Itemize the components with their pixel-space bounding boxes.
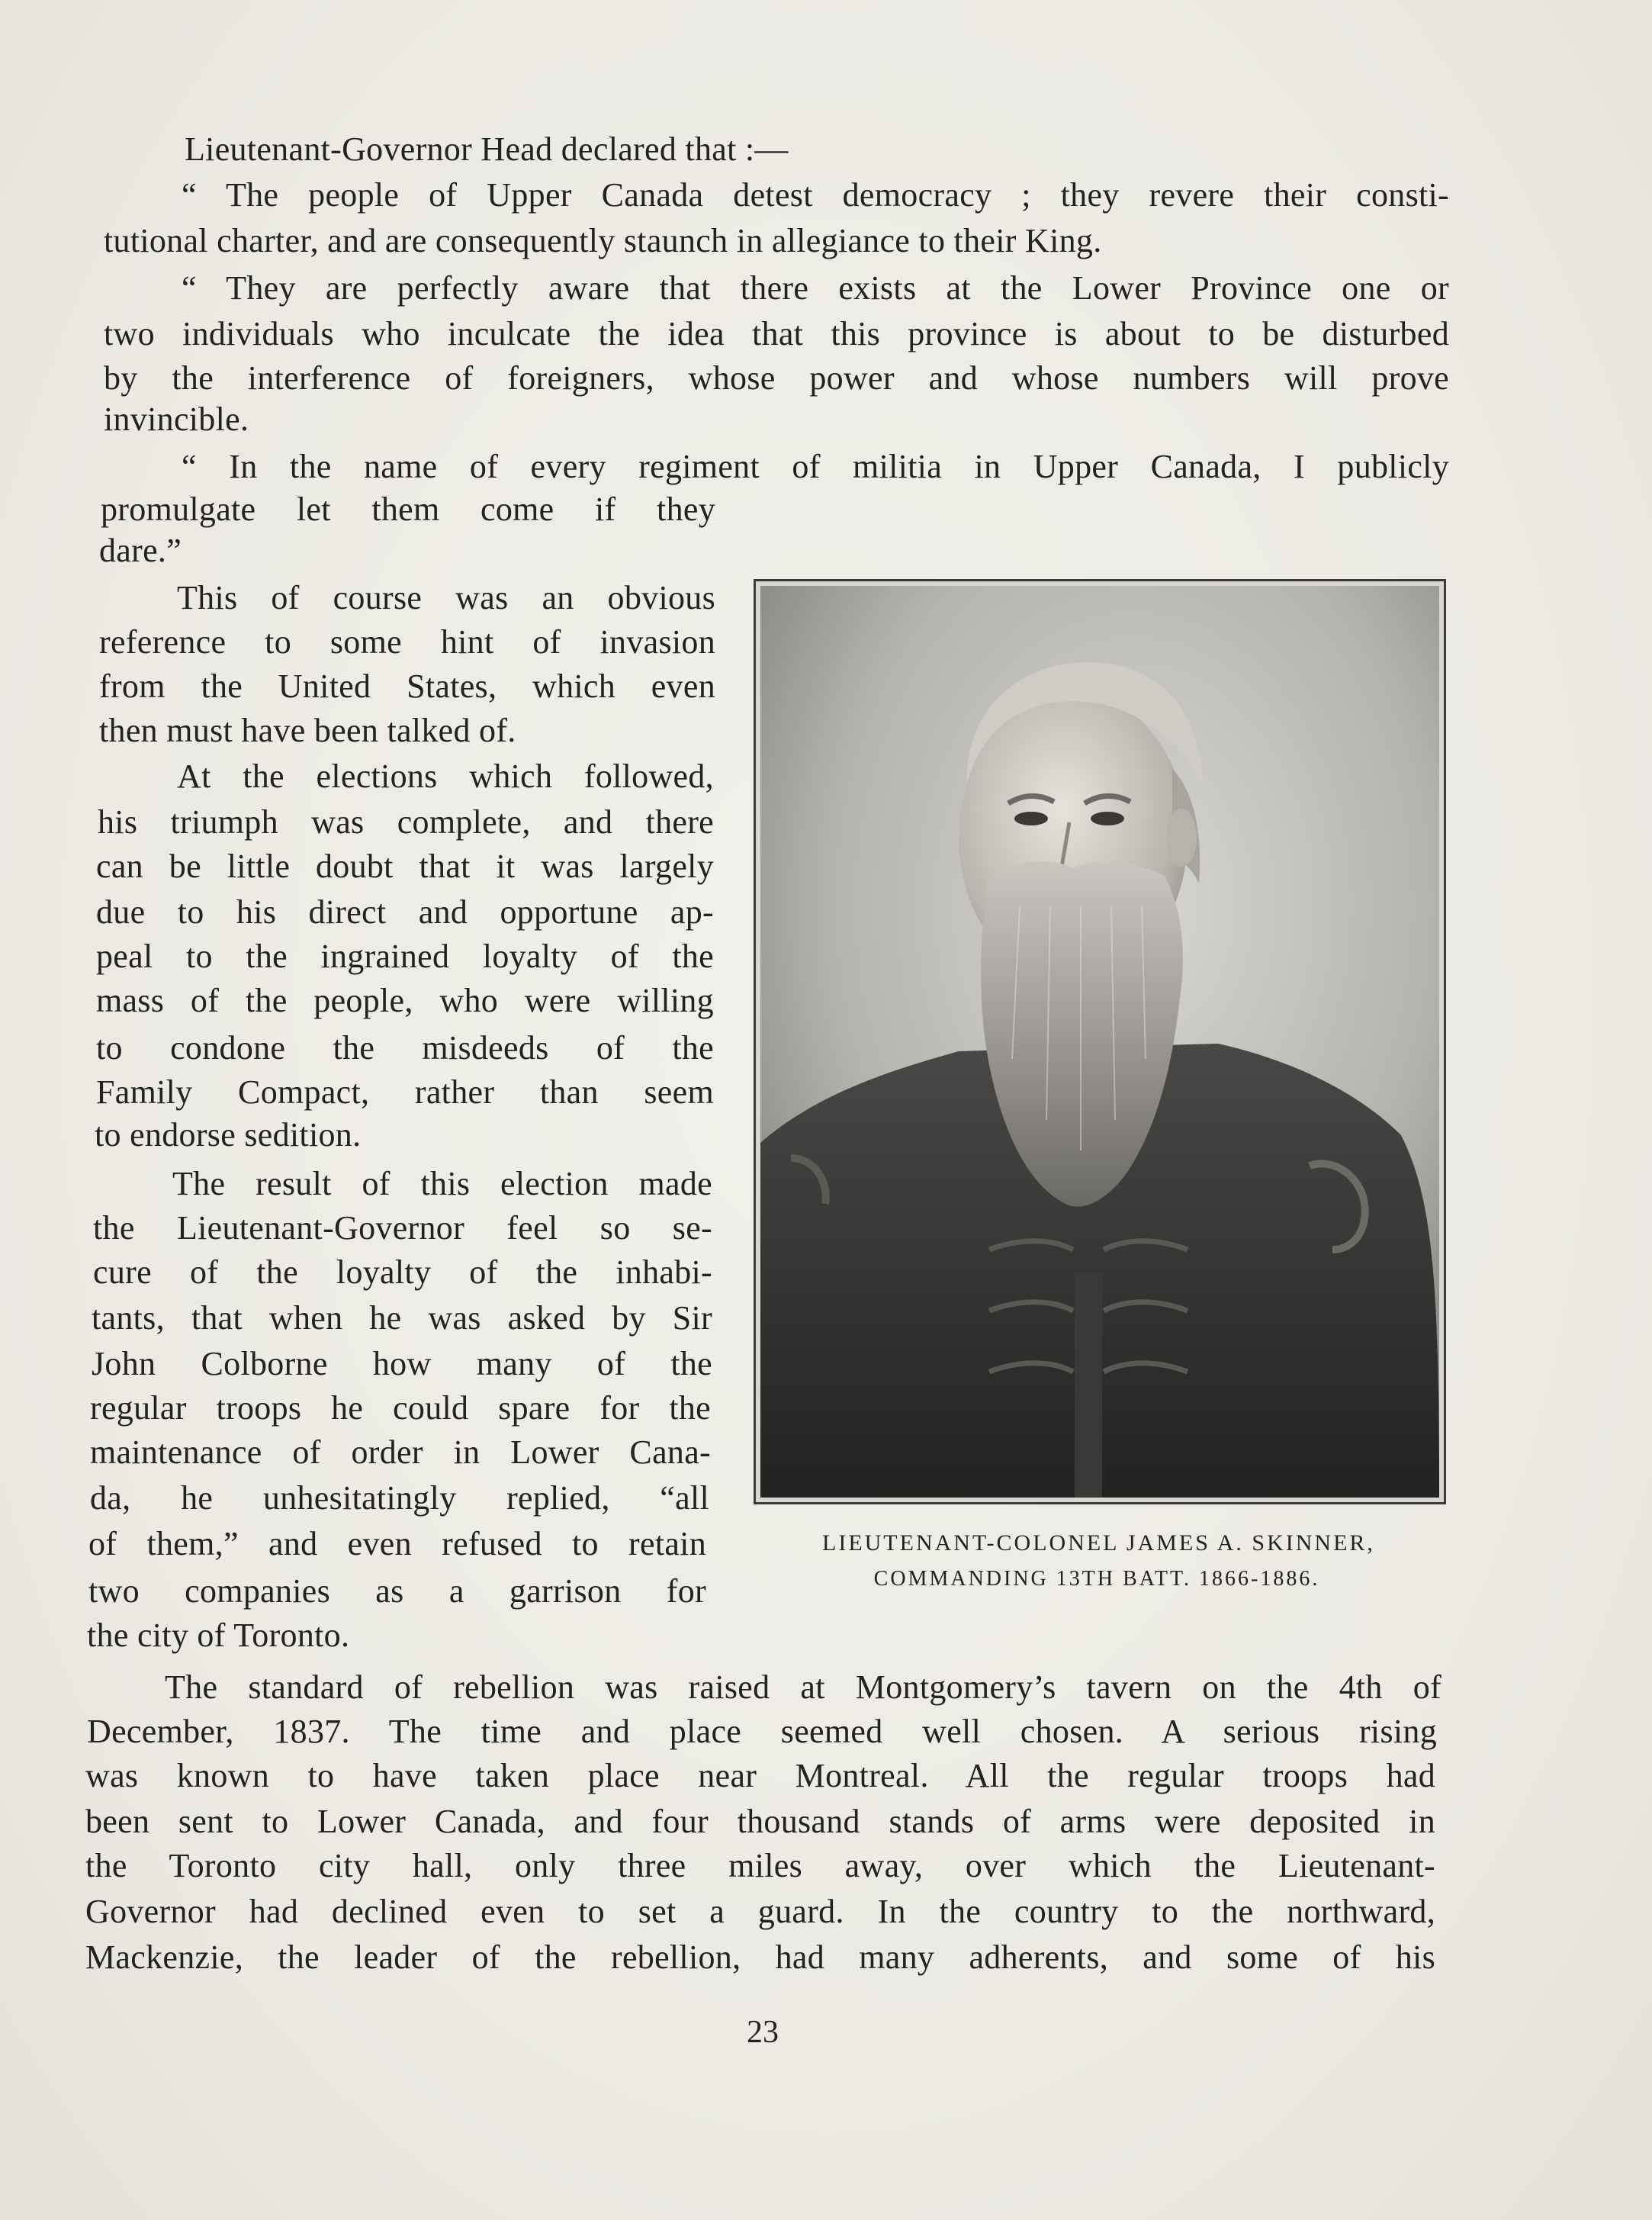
text-line: can be little doubt that it was largely	[96, 848, 714, 885]
text-line: Lieutenant-Governor Head declared that :—	[185, 130, 789, 168]
text-line: “ They are perfectly aware that there exists at the Lower Province one or	[182, 269, 1449, 307]
text-line: the city of Toronto.	[87, 1617, 350, 1654]
text-line: of them,” and even refused to retain	[88, 1525, 706, 1562]
page-number: 23	[747, 2015, 779, 2050]
text-line: due to his direct and opportune ap-	[96, 893, 714, 931]
text-line: was known to have taken place near Montreal. All the regular troops had	[85, 1757, 1435, 1794]
text-line: by the interference of foreigners, whose power and whose numbers will prove	[104, 359, 1449, 397]
text-line: At the elections which followed,	[177, 758, 714, 795]
text-line: cure of the loyalty of the inhabi-	[93, 1253, 712, 1291]
text-line: invincible.	[104, 401, 249, 438]
text-line: reference to some hint of invasion	[99, 623, 715, 661]
photo-caption-subtitle: COMMANDING 13TH BATT. 1866-1886.	[873, 1567, 1320, 1591]
text-line: the Toronto city hall, only three miles away, over which the Lieutenant-	[85, 1847, 1435, 1884]
photo-caption: LIEUTENANT-COLONEL JAMES A. SKINNER,	[822, 1530, 1375, 1556]
text-line: maintenance of order in Lower Cana-	[90, 1433, 711, 1471]
text-line: to condone the misdeeds of the	[96, 1029, 714, 1067]
text-line: from the United States, which even	[99, 668, 715, 705]
text-line: tutional charter, and are consequently staunch in allegiance to their King.	[104, 222, 1102, 259]
text-line: been sent to Lower Canada, and four thousand stands of arms were deposited in	[85, 1803, 1435, 1840]
text-line: This of course was an obvious	[177, 579, 715, 616]
text-line: his triumph was complete, and there	[98, 803, 714, 841]
text-line: mass of the people, who were willing	[96, 982, 714, 1019]
text-line: The result of this election made	[172, 1165, 712, 1202]
text-line: to endorse sedition.	[95, 1116, 362, 1153]
text-line: two companies as a garrison for	[88, 1572, 706, 1610]
portrait-photograph	[754, 579, 1446, 1504]
text-line: tants, that when he was asked by Sir	[92, 1299, 712, 1337]
text-line: promulgate let them come if they	[101, 491, 715, 528]
text-line: Mackenzie, the leader of the rebellion, had many adherents, and some of his	[85, 1938, 1435, 1976]
text-line: the Lieutenant-Governor feel so se-	[93, 1209, 712, 1247]
text-line: da, he unhesitatingly replied, “all	[90, 1479, 709, 1517]
text-line: then must have been talked of.	[99, 712, 516, 749]
text-line: peal to the ingrained loyalty of the	[96, 938, 714, 975]
text-line: John Colborne how many of the	[92, 1345, 712, 1382]
text-line: The standard of rebellion was raised at Montgomery’s tavern on the 4th of	[165, 1668, 1441, 1706]
text-line: “ In the name of every regiment of militia in Upper Canada, I publicly	[182, 448, 1449, 485]
portrait-image	[760, 586, 1439, 1498]
text-line: two individuals who inculcate the idea that this province is about to be disturbed	[104, 315, 1449, 352]
text-line: dare.”	[99, 532, 182, 569]
text-line: Family Compact, rather than seem	[96, 1073, 714, 1111]
text-line: regular troops he could spare for the	[90, 1389, 711, 1427]
text-line: December, 1837. The time and place seemed well chosen. A serious rising	[87, 1713, 1437, 1750]
text-line: Governor had declined even to set a guard. In the country to the northward,	[85, 1893, 1435, 1930]
text-line: “ The people of Upper Canada detest democracy ; they revere their consti-	[182, 176, 1449, 214]
